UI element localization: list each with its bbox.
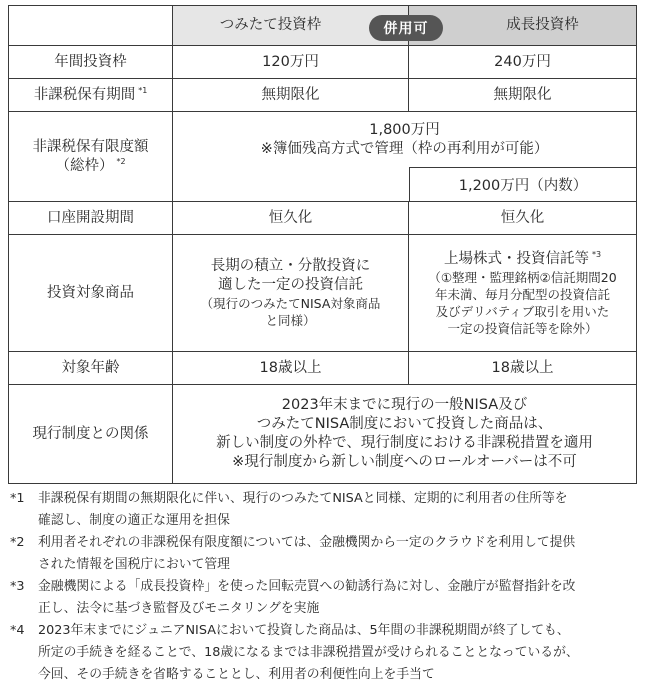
header-growth [409, 6, 636, 45]
table-row-annual-limit [9, 45, 636, 78]
text-line: 新しい制度の外枠で、現行制度における非課税措置を適用 [216, 435, 593, 451]
footnote-text: 今回、その手続きを省略することとし、利用者の利便性向上を手当て [38, 667, 435, 682]
row-label: 口座開設期間 [9, 202, 173, 234]
row-label [9, 79, 173, 111]
text-line: 上場株式・投資信託等 [443, 250, 589, 267]
combinable-badge: 併用可 [369, 15, 443, 41]
text-line: つみたてNISA制度において投資した商品は、 [256, 416, 553, 432]
nisa-comparison-table [8, 5, 637, 484]
text-line: （現行のつみたてNISA対象商品 [200, 296, 381, 311]
footnote-text: された情報を国税庁において管理 [38, 557, 230, 572]
text-line: ※現行制度から新しい制度へのロールオーバーは不可 [232, 454, 577, 470]
footnote-text: 金融機関による「成長投資枠」を使った回転売買への勧誘行為に対し、金融庁が監督指針を改 [38, 579, 576, 594]
table-row-account-period [9, 201, 636, 234]
header-growth-label: 成長投資枠 [506, 17, 579, 33]
cell-tsumitate: 恒久化 [173, 202, 409, 234]
table-header-row [9, 6, 636, 45]
cell-tsumitate [173, 235, 409, 351]
footnote-ref: *3 [591, 249, 602, 259]
footnote-text: 非課税保有期間の無期限化に伴い、現行のつみたてNISAと同様、定期的に利用者の住所等を [38, 491, 568, 506]
total-limit-value: 1,800万円 [369, 121, 440, 138]
text-line: 一定の投資信託等を除外） [447, 320, 598, 336]
cell-growth-sub-limit: 1,200万円（内数） [409, 167, 636, 201]
footnote-text: 所定の手続きを経ることで、18歳になるまでは非課税措置が受けられることとなっているが、 [38, 645, 579, 660]
table-row-holding-limit [9, 111, 636, 201]
cell-tsumitate: 120万円 [173, 46, 409, 78]
row-label [9, 112, 173, 201]
cell-growth: 恒久化 [500, 209, 545, 226]
row-label: 年間投資枠 [9, 46, 173, 78]
cell-growth [409, 235, 636, 351]
table-row-current-system-relation [9, 384, 636, 483]
footnote-ref: *1 [138, 85, 148, 95]
footnote-mark: *1 [10, 491, 25, 506]
footnote-3 [10, 576, 645, 620]
row-label-text: 非課税保有期間 [33, 86, 136, 103]
footnote-1 [10, 488, 645, 532]
footnote-text: 正し、法令に基づき監督及びモニタリングを実施 [38, 601, 320, 616]
cell-growth: 無期限化 [493, 86, 552, 103]
text-line: と同様） [265, 313, 316, 328]
cell-merged-total-limit [173, 112, 636, 167]
footnote-4 [10, 620, 645, 686]
text-line: （①整理・監理銘柄②信託期間20 [428, 269, 617, 285]
footnote-text: 2023年末までにジュニアNISAにおいて投資した商品は、5年間の非課税期間が終了しても、 [38, 623, 570, 638]
cell-growth: 240万円 [494, 53, 551, 70]
row-label-line2: （総枠） [55, 157, 114, 174]
cell-tsumitate: 無期限化 [173, 79, 409, 111]
text-line: 2023年末までに現行の一般NISA及び [281, 397, 528, 413]
row-label: 投資対象商品 [9, 235, 173, 351]
header-tsumitate-label: つみたて投資枠 [219, 17, 322, 33]
footnotes [10, 488, 645, 686]
cell-growth: 18歳以上 [491, 359, 554, 376]
footnote-mark: *4 [10, 623, 25, 638]
row-label-line1: 非課税保有限度額 [32, 138, 149, 155]
header-empty-cell [9, 6, 173, 45]
cell-merged-relation [173, 385, 636, 483]
footnote-mark: *3 [10, 579, 25, 594]
row-label: 対象年齢 [9, 352, 173, 384]
footnote-2 [10, 532, 645, 576]
table-row-eligible-products [9, 234, 636, 351]
row-label: 現行制度との関係 [9, 385, 173, 483]
total-limit-note: ※簿価残高方式で管理（枠の再利用が可能） [260, 140, 549, 157]
text-line: 適した一定の投資信託 [218, 277, 363, 293]
text-line: 長期の積立・分散投資に [210, 258, 371, 274]
cell-tsumitate: 18歳以上 [173, 352, 409, 384]
footnote-mark: *2 [10, 535, 25, 550]
table-row-holding-period [9, 78, 636, 111]
table-row-eligible-age [9, 351, 636, 384]
footnote-text: 利用者それぞれの非課税保有限度額については、金融機関から一定のクラウドを利用して提供 [38, 535, 576, 550]
text-line: 及びデリバティブ取引を用いた [435, 303, 610, 319]
footnote-ref: *2 [116, 156, 126, 166]
footnote-text: 確認し、制度の適正な運用を担保 [38, 513, 230, 528]
text-line: 年未満、毎月分配型の投資信託 [434, 286, 610, 302]
